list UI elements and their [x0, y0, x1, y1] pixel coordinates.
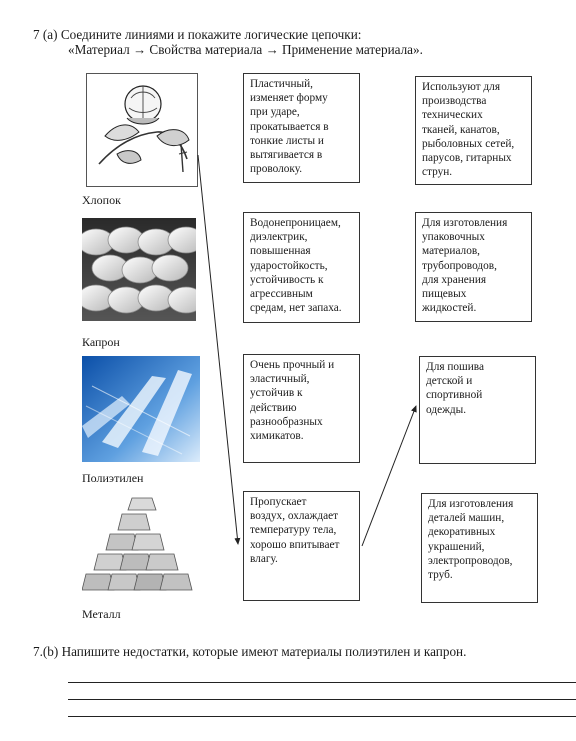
- application-line: рыболовных сетей,: [422, 137, 515, 150]
- property-line: влагу.: [250, 552, 278, 565]
- material-label-polyethylene: Полиэтилен: [82, 471, 144, 485]
- property-line: устойчив к: [250, 387, 303, 400]
- property-line: при ударе,: [250, 106, 300, 119]
- property-line: температуру тела,: [250, 524, 337, 537]
- property-line: устойчивость к: [250, 273, 324, 286]
- application-line: струн.: [422, 166, 453, 179]
- polyethylene-image: [82, 356, 200, 462]
- application-line: Для пошива: [426, 361, 485, 373]
- application-line: Для изготовления: [422, 217, 508, 229]
- property-line: агрессивным: [250, 288, 313, 301]
- application-line: Для изготовления: [428, 498, 514, 510]
- cotton-image: [86, 73, 198, 187]
- property-line: Очень прочный и: [250, 359, 335, 371]
- property-line: воздух, охлаждает: [250, 510, 339, 523]
- application-line: труб.: [428, 569, 453, 582]
- property-line: диэлектрик,: [250, 231, 308, 244]
- property-line: Водонепроницаем,: [250, 217, 341, 229]
- arrow-cotton-to-breathable: [198, 155, 238, 544]
- application-line: спортивной: [426, 389, 483, 402]
- application-line: жидкостей.: [422, 302, 477, 315]
- application-line: технических: [422, 109, 483, 122]
- property-line: тонкие листы и: [250, 134, 324, 147]
- nylon-rope-image: [82, 218, 196, 321]
- arrow-breathable-to-clothing: [362, 406, 416, 546]
- property-line: эластичный,: [250, 373, 310, 386]
- property-box-3: [243, 354, 360, 463]
- property-line: прокатывается в: [250, 120, 329, 133]
- application-box-1: [415, 76, 532, 185]
- application-line: упаковочных: [422, 231, 485, 244]
- application-line: тканей, канатов,: [422, 123, 500, 136]
- answer-line-3[interactable]: [68, 716, 576, 717]
- task-a-subtitle: «Материал → Свойства материала → Применение материала».: [68, 42, 423, 57]
- application-line: трубопроводов,: [422, 259, 497, 272]
- property-line: средам, нет запаха.: [250, 302, 342, 315]
- property-box-1: [243, 73, 360, 183]
- task-a-title: 7 (a) Соедините линиями и покажите логические цепочки:: [33, 27, 362, 42]
- property-line: действию: [250, 401, 297, 414]
- material-label-metal: Металл: [82, 607, 121, 621]
- answer-line-1[interactable]: [68, 682, 576, 683]
- task-b-question: 7.(b) Напишите недостатки, которые имеют материалы полиэтилен и капрон.: [33, 644, 467, 659]
- application-line: Используют для: [422, 81, 501, 93]
- property-line: повышенная: [250, 245, 311, 258]
- application-box-3: [419, 356, 536, 464]
- application-line: одежды.: [426, 403, 467, 416]
- property-line: разнообразных: [250, 415, 323, 428]
- property-line: Пропускает: [250, 496, 307, 508]
- property-box-2: [243, 212, 360, 323]
- material-label-cotton: Хлопок: [82, 193, 121, 207]
- answer-line-2[interactable]: [68, 699, 576, 700]
- property-line: хорошо впитывает: [250, 538, 340, 551]
- metal-ingots-image: [82, 492, 198, 598]
- property-line: химикатов.: [250, 430, 304, 443]
- application-line: производства: [422, 95, 487, 108]
- property-line: вытягивается в: [250, 149, 323, 162]
- property-line: Пластичный,: [250, 78, 313, 90]
- application-line: пищевых: [422, 288, 467, 301]
- application-line: электропроводов,: [428, 554, 513, 567]
- application-line: парусов, гитарных: [422, 152, 512, 165]
- application-line: украшений,: [428, 540, 485, 553]
- application-line: материалов,: [422, 245, 480, 258]
- property-line: проволоку.: [250, 163, 303, 176]
- property-line: ударостойкость,: [250, 259, 328, 272]
- application-line: детской и: [426, 375, 473, 388]
- application-box-4: [421, 493, 538, 603]
- application-box-2: [415, 212, 532, 322]
- application-line: деталей машин,: [428, 512, 505, 525]
- property-box-4: [243, 491, 360, 601]
- application-line: для хранения: [422, 273, 487, 286]
- property-line: изменяет форму: [250, 92, 328, 105]
- application-line: декоративных: [428, 526, 496, 539]
- material-label-nylon: Капрон: [82, 335, 120, 349]
